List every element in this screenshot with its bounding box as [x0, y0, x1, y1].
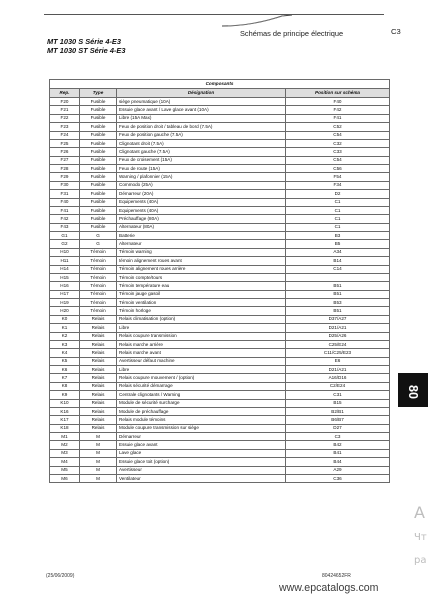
column-header-designation: Désignation	[117, 89, 286, 98]
cell-position: B5	[286, 240, 390, 248]
cell-type: Relais	[80, 382, 117, 390]
cell-rep: K7	[50, 374, 80, 382]
table-row	[50, 357, 390, 365]
cell-designation: Relais sécurité démarrage	[117, 382, 286, 390]
cell-designation: Avertisseur	[117, 466, 286, 474]
header-rule	[44, 14, 384, 15]
table-row	[50, 424, 390, 432]
cell-type: Relais	[80, 340, 117, 348]
cell-designation: Relais climatisation (option)	[117, 315, 286, 323]
table-row	[50, 106, 390, 114]
cell-position: C1	[286, 223, 390, 231]
cell-position: A29	[286, 466, 390, 474]
cell-position: C3	[286, 433, 390, 441]
cell-position: A34	[286, 248, 390, 256]
table-row	[50, 215, 390, 223]
table-row	[50, 273, 390, 281]
cell-designation: Relais coupure mouvement / (option)	[117, 374, 286, 382]
table-row	[50, 399, 390, 407]
cell-designation: Module de préchauffage	[117, 407, 286, 415]
cell-rep: H10	[50, 248, 80, 256]
cell-position: A16/D16	[286, 374, 390, 382]
cell-designation: Warning / plafonnier (15A)	[117, 173, 286, 181]
cell-designation: Préchauffage (80A)	[117, 215, 286, 223]
table-row	[50, 248, 390, 256]
cell-rep: F23	[50, 123, 80, 131]
cell-position: D21/A21	[286, 324, 390, 332]
table-row	[50, 232, 390, 240]
cell-type: Témoin	[80, 282, 117, 290]
cell-position: C2/E24	[286, 382, 390, 390]
table-row	[50, 282, 390, 290]
cell-position: B15	[286, 399, 390, 407]
table-row	[50, 416, 390, 424]
cell-designation: Clignotant droit (7.5A)	[117, 139, 286, 147]
cell-rep: F26	[50, 148, 80, 156]
section-title: Schémas de principe électrique	[240, 29, 344, 38]
table-row	[50, 340, 390, 348]
cell-position: B6/B7	[286, 416, 390, 424]
cell-designation: Libre (15A Max)	[117, 114, 286, 122]
table-row	[50, 324, 390, 332]
cell-position: C14	[286, 265, 390, 273]
cell-rep: K5	[50, 357, 80, 365]
table-row	[50, 382, 390, 390]
footer-reference: 80424652FR	[322, 573, 351, 579]
cell-type: Relais	[80, 424, 117, 432]
cell-designation: Libre	[117, 324, 286, 332]
cell-type: Fusible	[80, 148, 117, 156]
cell-position: F34	[286, 181, 390, 189]
cell-rep: G2	[50, 240, 80, 248]
cell-type: Fusible	[80, 131, 117, 139]
cell-type: Relais	[80, 324, 117, 332]
cell-rep: F42	[50, 215, 80, 223]
cell-type: Fusible	[80, 156, 117, 164]
cell-designation: Démarreur	[117, 433, 286, 441]
cell-position: C25/E24	[286, 340, 390, 348]
cell-type: Fusible	[80, 223, 117, 231]
cell-designation: témoin alignement roues avant	[117, 257, 286, 265]
cell-type: Relais	[80, 399, 117, 407]
cell-type: Témoin	[80, 265, 117, 273]
cell-designation: Témoin warning	[117, 248, 286, 256]
table-row	[50, 98, 390, 106]
cell-position: F42	[286, 106, 390, 114]
cell-position: C33	[286, 148, 390, 156]
cell-type: Fusible	[80, 181, 117, 189]
cell-rep: H11	[50, 257, 80, 265]
cell-rep: F41	[50, 206, 80, 214]
cell-position: B2/B1	[286, 407, 390, 415]
cell-position: C54	[286, 156, 390, 164]
cell-rep: K4	[50, 349, 80, 357]
cell-designation: Relais module témoins	[117, 416, 286, 424]
column-header-rep: Rep.	[50, 89, 80, 98]
cell-designation: Feux de route (15A)	[117, 165, 286, 173]
cell-rep: F22	[50, 114, 80, 122]
table-row	[50, 407, 390, 415]
cell-type: Témoin	[80, 257, 117, 265]
cell-position: B41	[286, 449, 390, 457]
section-tab-label: 80	[406, 385, 420, 399]
table-row	[50, 206, 390, 214]
cell-designation: Feux de position droit / tableau de bord (7.5A)	[117, 123, 286, 131]
table-row	[50, 466, 390, 474]
cell-designation: Témoin température eau	[117, 282, 286, 290]
table-row	[50, 148, 390, 156]
cell-designation: Démarreur (20A)	[117, 190, 286, 198]
cell-rep: K0	[50, 315, 80, 323]
table-row	[50, 181, 390, 189]
table-row	[50, 156, 390, 164]
cell-designation: Alternateur	[117, 240, 286, 248]
table-row	[50, 349, 390, 357]
cell-type: Témoin	[80, 273, 117, 281]
table-row	[50, 198, 390, 206]
cell-designation: Feux de croisement (15A)	[117, 156, 286, 164]
cell-position: D2	[286, 190, 390, 198]
cell-designation: Essuie glace avant	[117, 441, 286, 449]
cell-position	[286, 273, 390, 281]
section-tab-marker	[398, 373, 428, 407]
cell-position: C1	[286, 206, 390, 214]
cell-designation: Témoin alignement roues arrière	[117, 265, 286, 273]
components-table	[49, 79, 390, 483]
cell-rep: F28	[50, 165, 80, 173]
cell-rep: M3	[50, 449, 80, 457]
cell-designation: Feux de position gauche (7.5A)	[117, 131, 286, 139]
cell-type: M	[80, 433, 117, 441]
cell-position: B51	[286, 282, 390, 290]
table-row	[50, 374, 390, 382]
cell-rep: H14	[50, 265, 80, 273]
cell-type: Fusible	[80, 173, 117, 181]
cell-position: F54	[286, 173, 390, 181]
cell-designation: siège pneumatique (10A)	[117, 98, 286, 106]
table-row	[50, 257, 390, 265]
cell-rep: K9	[50, 391, 80, 399]
table-title: Composants	[50, 80, 390, 89]
cell-rep: M4	[50, 458, 80, 466]
cell-type: G	[80, 240, 117, 248]
cell-type: M	[80, 458, 117, 466]
cell-designation: Lave glace	[117, 449, 286, 457]
cell-designation: Alternateur (80A)	[117, 223, 286, 231]
cell-position: C1	[286, 198, 390, 206]
table-row	[50, 441, 390, 449]
cell-rep: F25	[50, 139, 80, 147]
cell-rep: H16	[50, 282, 80, 290]
cell-type: Relais	[80, 407, 117, 415]
cell-rep: F40	[50, 198, 80, 206]
cell-type: Relais	[80, 374, 117, 382]
table-row	[50, 190, 390, 198]
cell-designation: Témoin ventilation	[117, 299, 286, 307]
cell-type: Fusible	[80, 106, 117, 114]
cell-type: Fusible	[80, 215, 117, 223]
cell-designation: Témoin jauge gasoil	[117, 290, 286, 298]
cell-designation: Clignotant gauche (7.5A)	[117, 148, 286, 156]
cell-position: C36	[286, 474, 390, 482]
cell-rep: K17	[50, 416, 80, 424]
cell-designation: Essuie glace avant / Lave glace avant (10A)	[117, 106, 286, 114]
cell-type: Relais	[80, 357, 117, 365]
table-row	[50, 173, 390, 181]
table-row	[50, 223, 390, 231]
cell-type: Témoin	[80, 290, 117, 298]
cell-position: D25/A26	[286, 332, 390, 340]
cell-designation: Module de sécurité surcharge	[117, 399, 286, 407]
table-row	[50, 307, 390, 315]
cell-designation: Relais marche avant	[117, 349, 286, 357]
cell-type: Témoin	[80, 299, 117, 307]
cell-rep: M2	[50, 441, 80, 449]
cell-type: M	[80, 466, 117, 474]
table-row	[50, 474, 390, 482]
table-row	[50, 114, 390, 122]
cell-rep: K6	[50, 366, 80, 374]
cell-rep: F20	[50, 98, 80, 106]
cell-position: C56	[286, 165, 390, 173]
cell-rep: G1	[50, 232, 80, 240]
cell-type: Fusible	[80, 198, 117, 206]
cell-rep: M6	[50, 474, 80, 482]
table-row	[50, 315, 390, 323]
table-row	[50, 265, 390, 273]
table-row	[50, 449, 390, 457]
header-swoosh-graphic	[222, 15, 292, 27]
cell-position: D37/A27	[286, 315, 390, 323]
cell-designation: Module coupure transmission sur siège	[117, 424, 286, 432]
cell-position: C31	[286, 391, 390, 399]
cell-position: F40	[286, 98, 390, 106]
watermark-url: www.epcatalogs.com	[279, 582, 379, 594]
table-row	[50, 458, 390, 466]
cell-position: C52	[286, 123, 390, 131]
cell-rep: F24	[50, 131, 80, 139]
cell-type: Relais	[80, 391, 117, 399]
cell-rep: M5	[50, 466, 80, 474]
cell-type: M	[80, 474, 117, 482]
cell-position: B51	[286, 290, 390, 298]
cell-rep: F21	[50, 106, 80, 114]
column-header-position: Position sur schéma	[286, 89, 390, 98]
cell-position: C54	[286, 131, 390, 139]
ghost-text: Чт	[414, 532, 427, 543]
cell-rep: F30	[50, 181, 80, 189]
ghost-text: ра	[414, 555, 427, 566]
cell-rep: K2	[50, 332, 80, 340]
cell-type: Fusible	[80, 98, 117, 106]
footer-date: (25/06/2009)	[46, 573, 75, 579]
cell-type: M	[80, 449, 117, 457]
cell-rep: H15	[50, 273, 80, 281]
cell-rep: F29	[50, 173, 80, 181]
cell-type: Relais	[80, 349, 117, 357]
cell-designation: Témoin horloge	[117, 307, 286, 315]
cell-rep: F27	[50, 156, 80, 164]
table-row	[50, 240, 390, 248]
cell-position: C1	[286, 215, 390, 223]
cell-rep: K8	[50, 382, 80, 390]
cell-type: Témoin	[80, 307, 117, 315]
cell-type: G	[80, 232, 117, 240]
cell-rep: H20	[50, 307, 80, 315]
cell-designation: Centrale clignotants / Warning	[117, 391, 286, 399]
cell-type: Fusible	[80, 165, 117, 173]
cell-rep: K16	[50, 407, 80, 415]
table-row	[50, 433, 390, 441]
cell-position: B42	[286, 441, 390, 449]
cell-designation: Batterie	[117, 232, 286, 240]
cell-position: B14	[286, 257, 390, 265]
cell-rep: K10	[50, 399, 80, 407]
cell-rep: H19	[50, 299, 80, 307]
cell-position: B51	[286, 307, 390, 315]
cell-designation: Equipements (40A)	[117, 198, 286, 206]
cell-designation: Ventilateur	[117, 474, 286, 482]
column-header-type: Type	[80, 89, 117, 98]
cell-position: E6	[286, 357, 390, 365]
cell-designation: Relais marche arrière	[117, 340, 286, 348]
cell-position: B44	[286, 458, 390, 466]
cell-rep: F31	[50, 190, 80, 198]
section-code: C3	[391, 27, 401, 36]
cell-position: B53	[286, 299, 390, 307]
table-row	[50, 332, 390, 340]
cell-type: Fusible	[80, 206, 117, 214]
table-row	[50, 290, 390, 298]
cell-type: Fusible	[80, 123, 117, 131]
cell-type: Fusible	[80, 139, 117, 147]
cell-position: D27	[286, 424, 390, 432]
cell-rep: K1	[50, 324, 80, 332]
cell-rep: F43	[50, 223, 80, 231]
cell-rep: H17	[50, 290, 80, 298]
cell-designation: Témoin compte/tours	[117, 273, 286, 281]
model-line-2: MT 1030 ST Série 4-E3	[47, 46, 126, 55]
cell-rep: M1	[50, 433, 80, 441]
table-row	[50, 299, 390, 307]
cell-type: Relais	[80, 332, 117, 340]
cell-type: Relais	[80, 416, 117, 424]
table-row	[50, 131, 390, 139]
ghost-text: A	[414, 503, 425, 522]
cell-position: D21/A21	[286, 366, 390, 374]
cell-type: Témoin	[80, 248, 117, 256]
cell-position: C32	[286, 139, 390, 147]
table-row	[50, 391, 390, 399]
cell-designation: Relais coupure transmission	[117, 332, 286, 340]
cell-designation: Commodo (25A)	[117, 181, 286, 189]
cell-type: Fusible	[80, 114, 117, 122]
table-header-row	[50, 89, 390, 98]
cell-type: Relais	[80, 315, 117, 323]
cell-designation: Libre	[117, 366, 286, 374]
cell-position: B3	[286, 232, 390, 240]
cell-rep: K18	[50, 424, 80, 432]
table-row	[50, 165, 390, 173]
cell-type: Relais	[80, 366, 117, 374]
cell-designation: Equipements (40A)	[117, 206, 286, 214]
cell-designation: Avertisseur défaut machine	[117, 357, 286, 365]
cell-type: M	[80, 441, 117, 449]
cell-position: F41	[286, 114, 390, 122]
cell-rep: K3	[50, 340, 80, 348]
cell-type: Fusible	[80, 190, 117, 198]
cell-designation: Essuie glace toit (option)	[117, 458, 286, 466]
table-row	[50, 123, 390, 131]
table-row	[50, 139, 390, 147]
model-line-1: MT 1030 S Série 4-E3	[47, 37, 121, 46]
cell-position: C11/C25/E23	[286, 349, 390, 357]
table-row	[50, 366, 390, 374]
table-title-row	[50, 80, 390, 89]
